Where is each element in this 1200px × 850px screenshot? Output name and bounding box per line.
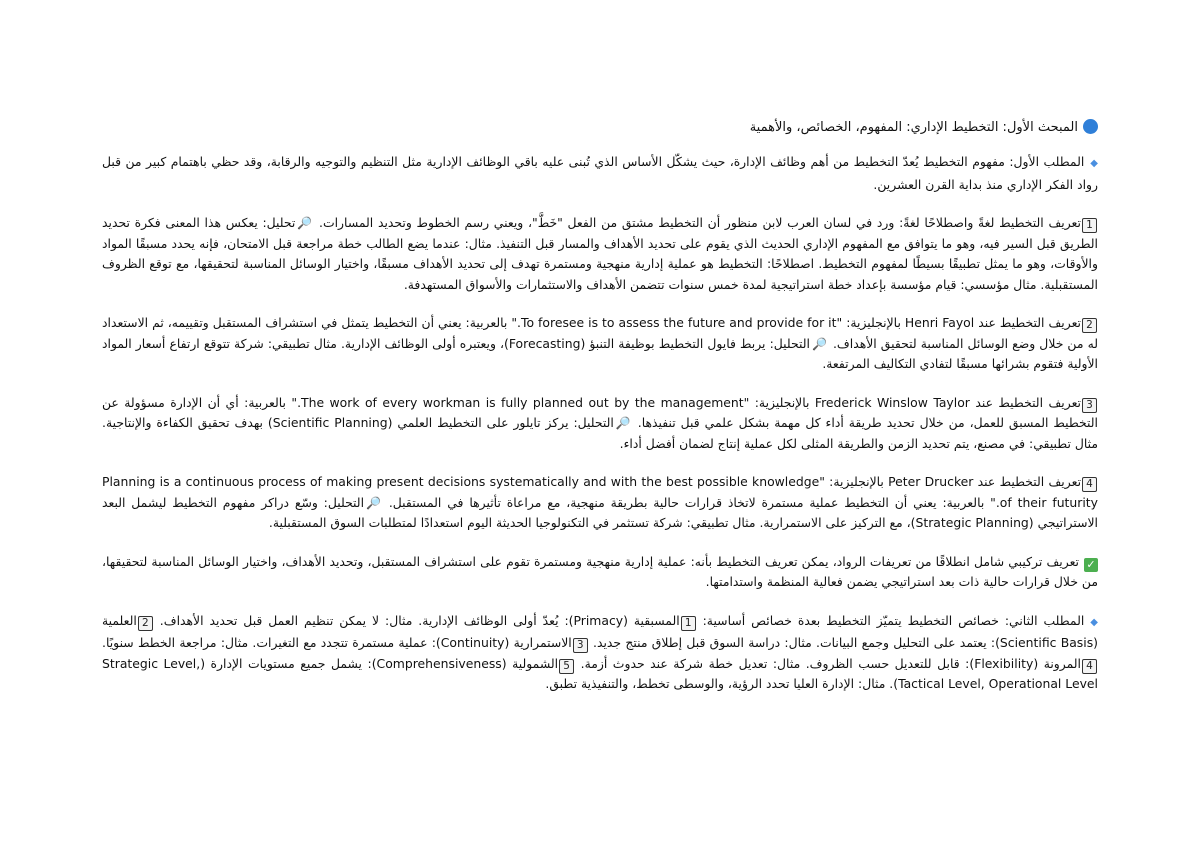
definition-2-paragraph xyxy=(102,313,1098,375)
synthesis-text: تعريف تركيبي شامل انطلاقًا من تعريفات الرواد، يمكن تعريف التخطيط بأنه: عملية إدارية منهجية ومستمرة تقوم على استشراف المستقبل، وتحديد الأهداف، واختيار الوسائل المناسبة لتحقيقها، من خلال قرارات حالية ذات بعد استراتيجي يضمن فعالية المنظمة واستدامتها. xyxy=(102,553,1098,589)
number-badge: 1 xyxy=(1082,218,1097,233)
characteristic-5: الشمولية (Comprehensiveness): يشمل جميع مستويات الإدارة (Strategic Level, Tactical Level, Operational Level). مثال: الإدارة العليا تحدد الرؤية، والوسطى تخطط، والتنفيذية تطبق. xyxy=(102,655,1098,691)
definition-1-text-a: تعريف التخطيط لغةً واصطلاحًا لغةً: ورد في لسان العرب لابن منظور أن التخطيط مشتق من الفعل "خَطَّ"، ويعني رسم الخطوط وتحديد المسارات. xyxy=(319,215,1081,230)
number-badge: 1 xyxy=(681,616,696,631)
definition-4-text-b: التحليل: وسّع دراكر مفهوم التخطيط ليشمل البعد الاستراتيجي (Strategic Planning)، مع التركيز على الاستمرارية. مثال تطبيقي: شركة تستثمر في التكنولوجيا الحديثة اليوم استعدادًا لمتطلبات السوق المستقبلية. xyxy=(102,494,1098,530)
requirement-1-paragraph xyxy=(102,152,1098,195)
definition-1-text-b: تحليل: يعكس هذا المعنى فكرة تحديد الطريق قبل السير فيه، وهو ما يتوافق مع المفهوم الإداري الحديث الذي يقوم على تحديد الأهداف والمسار قبل التنفيذ. مثال: عندما يضع الطالب خطة مراجعة قبل الامتحان، فإنه يحدد مسبقًا المواد والأوقات، وهو ما يمثل تطبيقًا بسيطًا لمفهوم التخطيط. اصطلاحًا: التخطيط هو عملية إدارية منهجية ومستمرة تهدف إلى تحديد الأهداف مسبقًا، واختيار الوسائل المناسبة لتحقيقها، مع توقع الظروف المستقبلية. مثال مؤسسي: قيام مؤسسة بإعداد خطة استراتيجية لمدة خمس سنوات تتضمن الأهداف والاستثمارات والأسواق المستهدفة. xyxy=(102,215,1098,292)
blue-diamond-icon: ◆ xyxy=(1090,158,1098,169)
magnifier-icon: 🔎 xyxy=(811,336,827,351)
number-badge: 3 xyxy=(1082,398,1097,413)
definition-2-text-b: التحليل: يربط فايول التخطيط بوظيفة التنبؤ (Forecasting)، ويعتبره أولى الوظائف الإدارية. مثال تطبيقي: شركة تتوقع ارتفاع أسعار المواد الأولية فتقوم بشرائها مسبقًا لتفادي التكاليف المرتفعة. xyxy=(102,335,1098,371)
section-heading xyxy=(102,118,1098,138)
number-badge: 4 xyxy=(1082,659,1097,674)
characteristic-4: المرونة (Flexibility): قابل للتعديل حسب الظروف. مثال: تعديل خطة شركة عند حدوث أزمة. xyxy=(580,655,1081,671)
magnifier-icon: 🔎 xyxy=(297,216,313,230)
synthesis-paragraph xyxy=(102,552,1098,593)
definition-3-text-a: تعريف التخطيط عند Frederick Winslow Taylor بالإنجليزية: "The work of every workman is fully planned out by the management." بالعربية: أي أن الإدارة مسؤولة عن التخطيط المسبق للعمل، من خلال تحديد طريقة أداء كل مهمة بشكل علمي قبل تنفيذها. xyxy=(102,394,1098,430)
requirement-2-intro: المطلب الثاني: خصائص التخطيط يتميّز التخطيط بعدة خصائص أساسية: xyxy=(702,612,1085,628)
check-mark-icon: ✓ xyxy=(1084,558,1098,572)
definition-1-paragraph xyxy=(102,213,1098,295)
definition-3-paragraph xyxy=(102,393,1098,455)
number-badge: 5 xyxy=(559,659,574,674)
blue-circle-icon xyxy=(1083,119,1098,134)
number-badge: 2 xyxy=(1082,318,1097,333)
requirement-1-text: المطلب الأول: مفهوم التخطيط يُعدّ التخطيط من أهم وظائف الإدارة، حيث يشكّل الأساس الذي تُبنى عليه باقي الوظائف الإدارية مثل التنظيم والتوجيه والرقابة، وقد حظي باهتمام كبير من قبل رواد الفكر الإداري منذ بداية القرن العشرين. xyxy=(102,154,1098,192)
characteristic-2: العلمية (Scientific Basis): يعتمد على التحليل وجمع البيانات. مثال: دراسة السوق قبل إطلاق منتج جديد. xyxy=(102,612,1098,650)
characteristic-1: المسبقية (Primacy): يُعدّ أولى الوظائف الإدارية. مثال: لا يمكن تنظيم العمل قبل تحديد الأهداف. xyxy=(159,612,680,628)
requirement-2-paragraph xyxy=(102,611,1098,695)
section-heading-text: المبحث الأول: التخطيط الإداري: المفهوم، الخصائص، والأهمية xyxy=(749,120,1078,135)
magnifier-icon: 🔎 xyxy=(366,495,381,510)
number-badge: 2 xyxy=(138,616,153,631)
blue-diamond-icon: ◆ xyxy=(1090,616,1098,628)
number-badge: 3 xyxy=(573,638,588,653)
definition-4-paragraph xyxy=(102,472,1098,534)
definition-3-text-b: التحليل: يركز تايلور على التخطيط العلمي (Scientific Planning) بهدف تحقيق الكفاءة والإنتاجية. مثال تطبيقي: في مصنع، يتم تحديد الزمن والطريقة المثلى لكل عملية إنتاج لضمان أفضل أداء. xyxy=(102,415,1098,451)
definition-4-text-a: تعريف التخطيط عند Peter Drucker بالإنجليزية: "Planning is a continuous process of making present decisions systematically and with the best possible knowledge of their futurity." بالعربية: يعني أن التخطيط عملية مستمرة لاتخاذ قرارات حالية بطريقة منهجية، مع مراعاة تأثيرها في المستقبل. xyxy=(102,474,1098,510)
characteristic-3: الاستمرارية (Continuity): عملية مستمرة تتجدد مع التغيرات. مثال: مراجعة الخطط سنويًا. xyxy=(102,635,572,650)
magnifier-icon: 🔎 xyxy=(615,416,631,430)
definition-2-text-a: تعريف التخطيط عند Henri Fayol بالإنجليزية: "To foresee is to assess the future and provide for it." بالعربية: يعني أن التخطيط يتمثل في استشراف المستقبل وتقييمه، ثم الاستعداد له من خلال وضع الوسائل المناسبة لتحقيق الأهداف. xyxy=(102,315,1098,351)
number-badge: 4 xyxy=(1082,477,1097,492)
